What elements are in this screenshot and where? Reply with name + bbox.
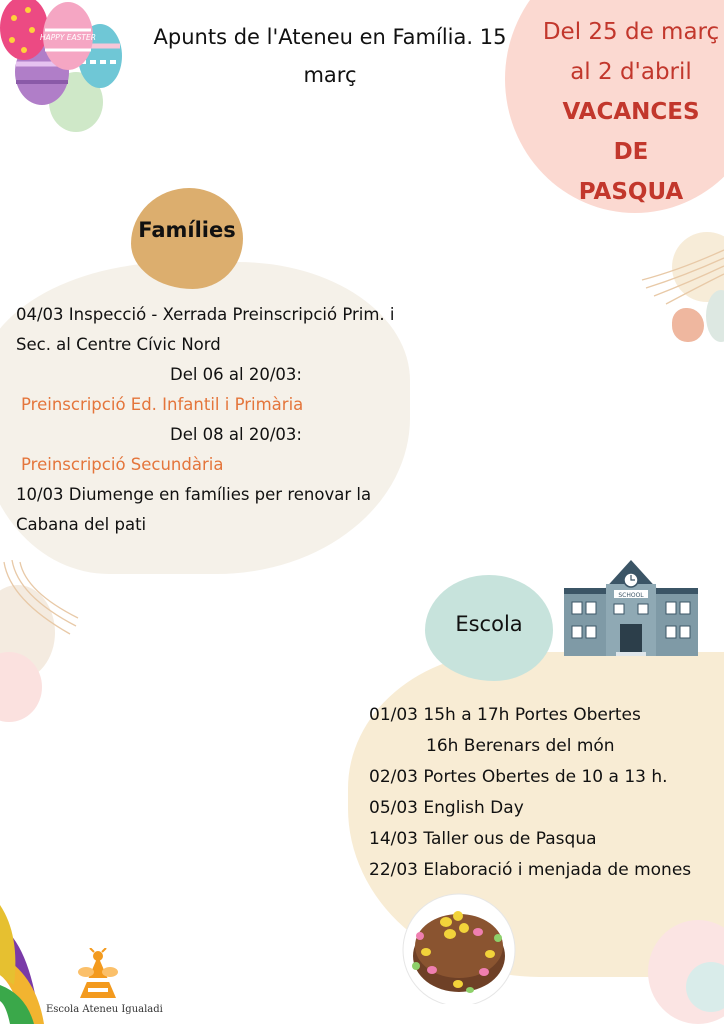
bee-logo-icon [70, 948, 126, 1002]
list-item-highlight: Preinscripció Secundària [21, 455, 224, 474]
school-sign-text: SCHOOL [618, 592, 644, 599]
list-item-dates: Del 08 al 20/03: [170, 425, 302, 444]
list-item: 02/03 Portes Obertes de 10 a 13 h. [369, 767, 668, 787]
holiday-title-line: PASQUA [578, 179, 684, 205]
list-item: Sec. al Centre Cívic Nord [16, 335, 221, 354]
school-heading: Escola [455, 612, 523, 636]
list-item-highlight: Preinscripció Ed. Infantil i Primària [21, 395, 304, 414]
list-item: 05/03 English Day [369, 798, 524, 818]
feathers-icon [0, 905, 48, 1024]
holiday-title-line: VACANCES [562, 99, 700, 125]
list-item: 14/03 Taller ous de Pasqua [369, 829, 597, 849]
list-item: 10/03 Diumenge en famílies per renovar la [16, 485, 372, 504]
list-item: 22/03 Elaboració i menjada de mones [369, 860, 692, 880]
holiday-dates-line: Del 25 de març [542, 19, 720, 45]
holiday-title-line: DE [613, 139, 649, 165]
list-item: 01/03 15h a 17h Portes Obertes [369, 705, 641, 725]
egg-text: HAPPY EASTER [40, 33, 96, 42]
holiday-notice [526, 12, 724, 212]
families-heading: Famílies [138, 218, 236, 242]
easter-eggs-icon [0, 0, 130, 135]
easter-cake-icon [400, 892, 518, 1004]
decor-circle [672, 308, 704, 342]
title-line: març [303, 63, 357, 87]
school-logo-text: Escola Ateneu Igualadi [46, 1004, 163, 1015]
decor-lines [640, 240, 724, 310]
list-item: 16h Berenars del món [426, 736, 615, 756]
list-item: 04/03 Inspecció - Xerrada Preinscripció Prim. i [16, 305, 395, 324]
school-list [369, 700, 724, 886]
list-item-dates: Del 06 al 20/03: [170, 365, 302, 384]
page-title [140, 18, 520, 94]
school-building-icon [564, 558, 698, 658]
decor-lines [0, 560, 80, 650]
families-list [16, 300, 416, 540]
holiday-dates-line: al 2 d'abril [570, 59, 692, 85]
list-item: Cabana del pati [16, 515, 147, 534]
title-line: Apunts de l'Ateneu en Família. 15 [153, 25, 507, 49]
